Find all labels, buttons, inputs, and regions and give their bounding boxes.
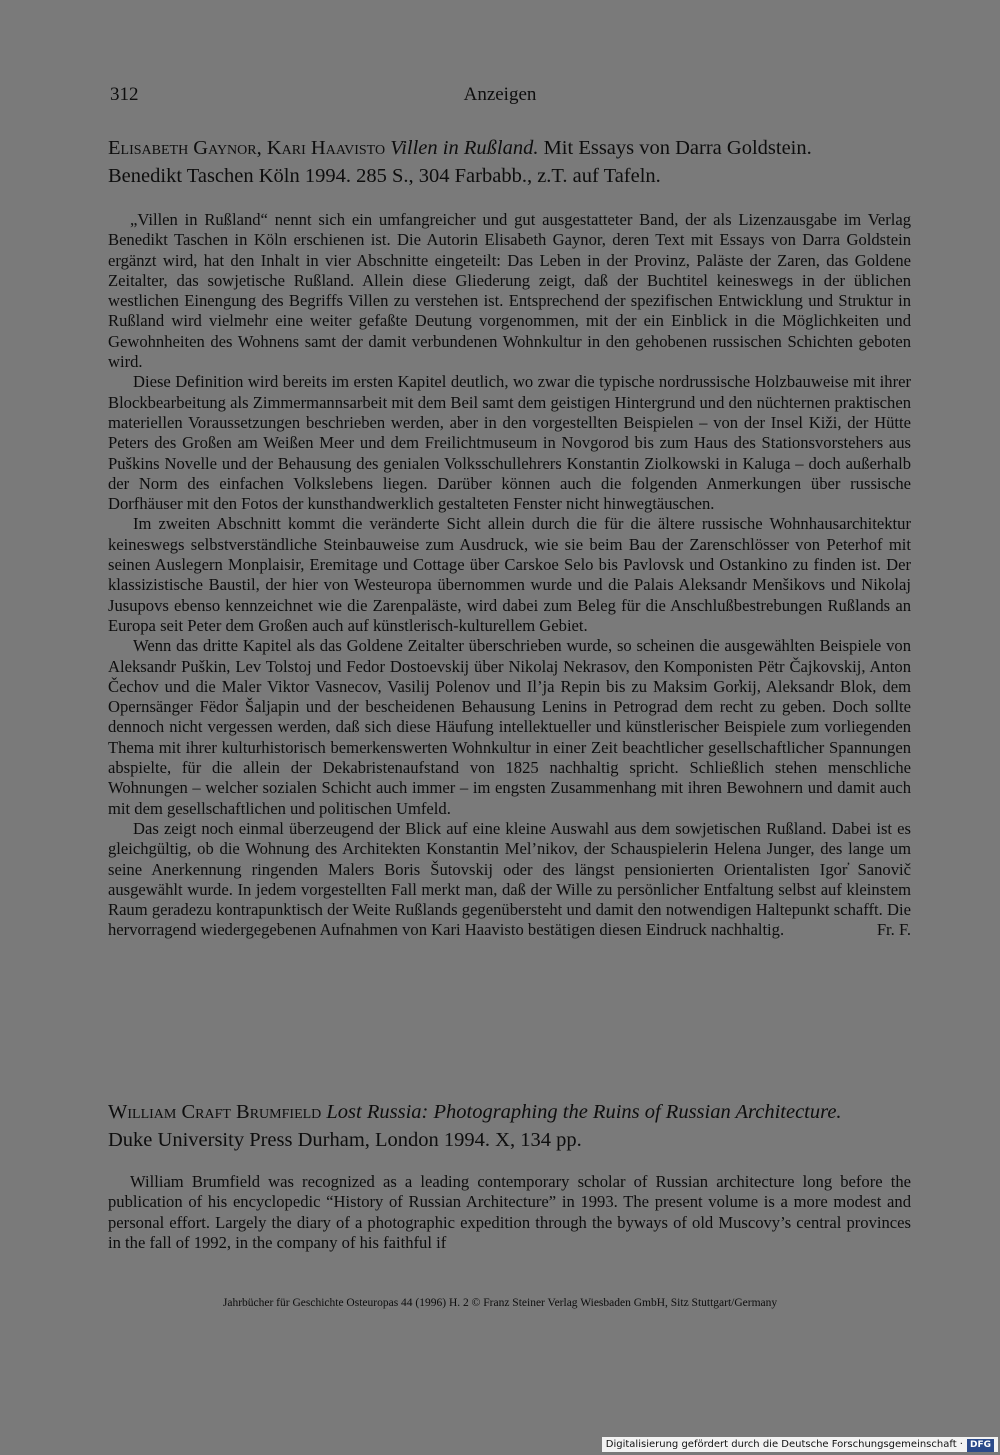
- review-1-authors: Elisabeth Gaynor, Kari Haavisto: [108, 137, 386, 159]
- review-1-heading: [108, 134, 916, 190]
- review-1-paragraph-5: Das zeigt noch einmal überzeugend der Blick auf eine kleine Auswahl aus dem sowjetischen Rußland. Dabei ist es gleichgültig, ob die Wohnung des Architekten Konstantin Mel’nikov, der Schauspielerin Helena Junger, des lange um seine Anerkennung ringenden Malers Boris Šutovskij oder des längst pensionierten Orientalisten Igor̕ Sanovič ausgewählt wurde. In jedem vorgestellten Fall merkt man, daß der Wille zu persönlicher Entfaltung selbst auf kleinstem Raum geradezu kontrapunktisch der Weite Rußlands gegenübersteht und damit den notwendigen Haltepunkt schafft. Die hervorragend wiedergegebenen Aufnahmen von Kari Haavisto bestätigen diesen Eindruck nachhaltig.: [108, 818, 911, 940]
- review-1-paragraph-1: „Villen in Rußland“ nennt sich ein umfangreicher und gut ausgestatteter Band, der als Lizenzausgabe im Verlag Benedikt Taschen in Köln erschienen ist. Die Autorin Elisabeth Gaynor, deren Text mit Essays von Darra Goldstein ergänzt wird, hat den Inhalt in vier Abschnitte eingeteilt: Das Leben in der Provinz, Paläste der Zaren, das Goldene Zeitalter, das sowjetische Rußland. Allein diese Gliederung zeigt, daß der Buchtitel keineswegs in der üblichen westlichen Einengung des Begriffs Villen zu verstehen ist. Entsprechend der spezifischen Entwicklung und Struktur in Rußland wird vielmehr eine weiter gefaßte Deutung vorgenommen, mit der ein Einblick in die Möglichkeiten und Gewohnheiten des Wohnens samt der damit verbundenen Wohnkultur in den gehobenen russischen Schichten geboten wird.: [108, 210, 911, 372]
- page-number: 312: [110, 84, 139, 105]
- review-2-authors: William Craft Brumfield: [108, 1101, 322, 1123]
- review-1-title: Villen in Rußland.: [390, 137, 539, 159]
- review-1-publication: Benedikt Taschen Köln 1994. 285 S., 304 Farbabb., z.T. auf Tafeln.: [108, 165, 661, 187]
- review-1-signature: Fr. F.: [876, 920, 911, 940]
- running-head: Anzeigen: [463, 84, 537, 105]
- dfg-banner-text: Digitalisierung gefördert durch die Deutsche Forschungsgemeinschaft ·: [605, 1439, 963, 1450]
- review-1-paragraph-4: Wenn das dritte Kapitel als das Goldene Zeitalter überschrieben wurde, so scheinen die ausgewählten Beispiele von Aleksandr Puškin, Lev Tolstoj und Fedor Dostoevskij über Nikolaj Nekrasov, den Komponisten Pëtr Čajkovskij, Anton Čechov und die Maler Viktor Vasnecov, Vasilij Polenov und Il’ja Repin bis zu Maksim Gor̕kij, Aleksandr Blok, dem Opernsänger Fëdor Šaljapin und der bescheidenen Behausung Lenins in Petrograd dem recht zu geben. Doch sollte dennoch nicht vergessen werden, daß sich diese Häufung intellektueller und künstlerischer Beispiele zum vorliegenden Thema mit ihrer kulturhistorisch bemerkenswerten Wohnkultur in einer Zeit beachtlicher gesellschaftlicher Spannungen abspielte, für die allein der Dekabristenaufstand von 1825 nachhaltig spricht. Schließlich stehen menschliche Wohnungen – welcher sozialen Schicht auch immer – im engsten Zusammenhang mit ihren Bewohnern und damit auch mit dem gesellschaftlichen und politischen Umfeld.: [108, 636, 911, 818]
- review-1-paragraph-2: Diese Definition wird bereits im ersten Kapitel deutlich, wo zwar die typische nordrussische Holzbauweise mit ihrer Blockbearbeitung als Zimmermannsarbeit mit dem Beil samt dem geistigen Hintergrund und den nüchternen praktischen materiellen Voraussetzungen beschrieben werden, aber in den vorgestellten Beispielen – von der Insel Kiži, der Hütte Peters des Großen am Weißen Meer und dem Freilichtmuseum in Novgorod bis zum Haus des Stationsvorstehers aus Puškins Novelle und der Behausung des genialen Volksschullehrers Konstantin Ziolkowski in Kaluga – doch außerhalb der Norm des einfachen Volkslebens liegen. Darüber können auch die folgenden Anmerkungen über russische Dorfhäuser mit den Fotos der kunsthandwerklich gestalteten Fenster nicht hinwegtäuschen.: [108, 372, 911, 514]
- review-1-body: [108, 210, 911, 941]
- dfg-banner: [602, 1437, 998, 1452]
- review-1-subtitle: Mit Essays von Darra Goldstein.: [538, 137, 812, 159]
- dfg-logo: DFG: [967, 1439, 994, 1452]
- review-2-paragraph-1: William Brumfield was recognized as a leading contemporary scholar of Russian architecture long before the publication of his encyclopedic “History of Russian Architecture” in 1993. The present volume is a more modest and personal effort. Largely the diary of a photographic expedition through the byways of old Muscovy’s central provinces in the fall of 1992, in the company of his faithful if: [108, 1172, 911, 1252]
- page-footer: Jahrbücher für Geschichte Osteuropas 44 (1996) H. 2 © Franz Steiner Verlag Wiesbaden GmbH, Sitz Stuttgart/Germany: [222, 1297, 778, 1309]
- review-1-paragraph-3: Im zweiten Abschnitt kommt die veränderte Sicht allein durch die für die ältere russische Wohnhausarchitektur keineswegs selbstverständliche Steinbauweise zum Ausdruck, wie sie beim Bau der Zarenschlösser von Peterhof mit seinen Auslegern Monplaisir, Eremitage und Cottage über Carskoe Selo bis Pavlovsk und Ostankino zu finden ist. Der klassizistische Baustil, der hier von Westeuropa übernommen wurde und die Palais Aleksandr Menšikovs und Nikolaj Jusupovs ebenso kennzeichnet wie die Zarenpaläste, wird dabei zum Beleg für die Anschlußbestrebungen Rußlands an Europa seit Peter dem Großen auch auf künstlerisch-kulturellem Gebiet.: [108, 514, 911, 635]
- review-2-publication: Duke University Press Durham, London 1994. X, 134 pp.: [108, 1129, 582, 1151]
- review-2-body: [108, 1172, 911, 1253]
- review-2-heading: [108, 1098, 916, 1154]
- review-2-title: Lost Russia: Photographing the Ruins of Russian Architecture.: [326, 1101, 842, 1123]
- review-1-paragraph-5-wrap: [108, 819, 911, 941]
